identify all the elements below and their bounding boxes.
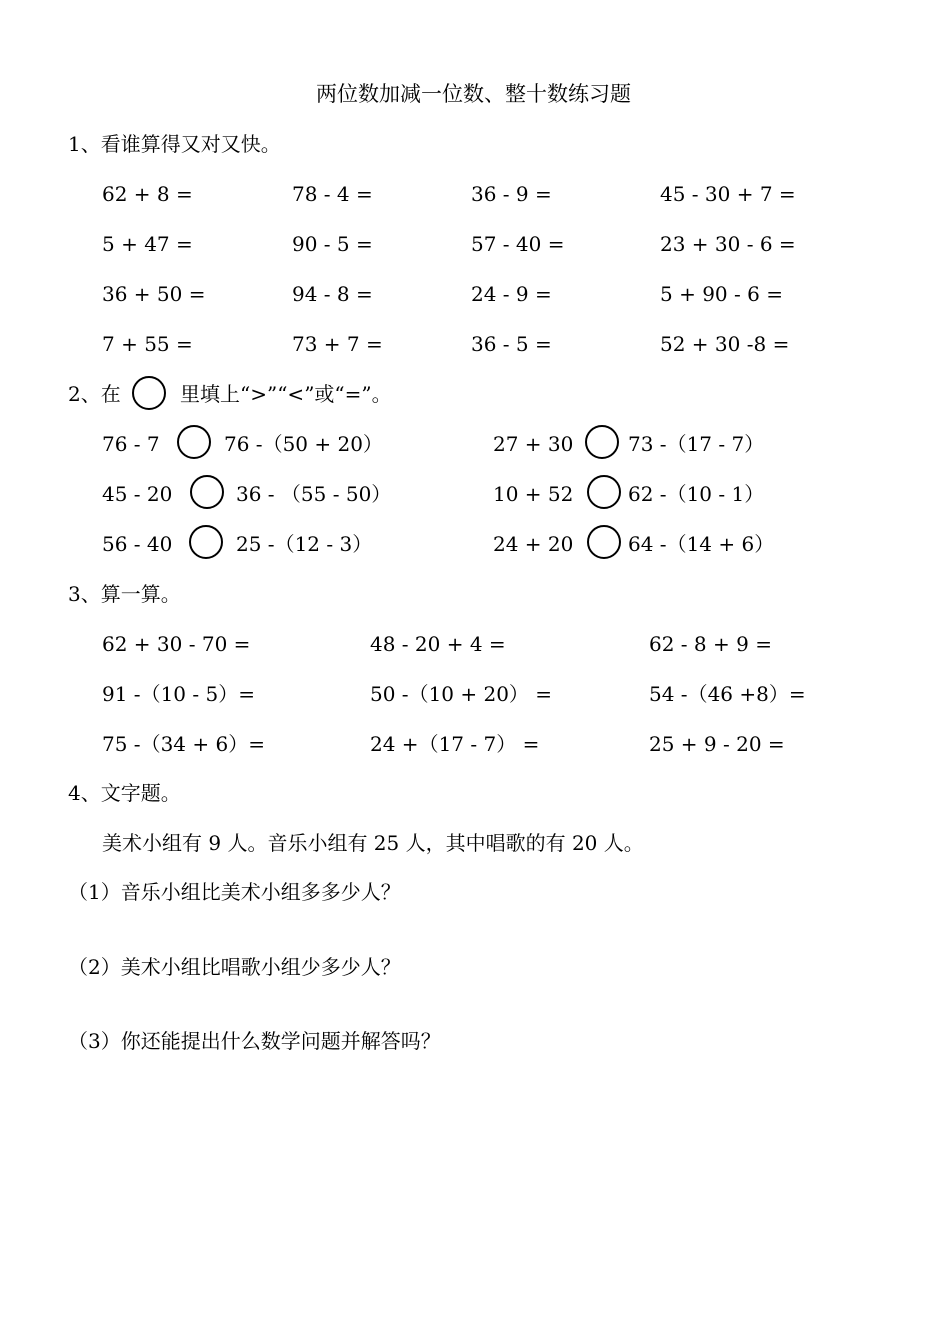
compare-3-left-circle[interactable]	[189, 525, 223, 559]
section-2-heading-suffix: 里填上“>”“<”或“=”。	[180, 382, 392, 406]
calc-3-3: 25 + 9 - 20 =	[649, 732, 785, 756]
section-2-heading-prefix: 2、在	[68, 382, 121, 406]
compare-3-left-b: 25 -（12 - 3）	[236, 532, 373, 556]
section-1-heading: 1、看谁算得又对又快。	[68, 132, 281, 156]
problem-1-2-1: 5 + 47 =	[102, 232, 193, 256]
compare-1-right-b: 73 -（17 - 7）	[628, 432, 765, 456]
word-question-1: （1）音乐小组比美术小组多多少人？	[68, 880, 401, 904]
word-problem-statement: 美术小组有 9 人。音乐小组有 25 人，其中唱歌的有 20 人。	[102, 831, 644, 855]
calc-3-2: 24 +（17 - 7） =	[370, 732, 540, 756]
compare-2-right-b: 62 -（10 - 1）	[628, 482, 765, 506]
problem-1-3-3: 24 - 9 =	[471, 282, 552, 306]
problem-1-4-3: 36 - 5 =	[471, 332, 552, 356]
problem-1-1-3: 36 - 9 =	[471, 182, 552, 206]
calc-1-1: 62 + 30 - 70 =	[102, 632, 251, 656]
calc-3-1: 75 -（34 + 6）=	[102, 732, 265, 756]
calc-2-2: 50 -（10 + 20） =	[370, 682, 553, 706]
page-title: 两位数加减一位数、整十数练习题	[316, 82, 631, 106]
problem-1-2-2: 90 - 5 =	[292, 232, 373, 256]
compare-2-right-a: 10 + 52	[493, 482, 574, 506]
compare-1-right-a: 27 + 30	[493, 432, 574, 456]
problem-1-4-4: 52 + 30 -8 =	[660, 332, 790, 356]
problem-1-1-4: 45 - 30 + 7 =	[660, 182, 796, 206]
calc-2-1: 91 -（10 - 5）=	[102, 682, 255, 706]
section-3-heading: 3、算一算。	[68, 582, 181, 606]
problem-1-2-3: 57 - 40 =	[471, 232, 565, 256]
problem-1-1-1: 62 + 8 =	[102, 182, 193, 206]
problem-1-3-2: 94 - 8 =	[292, 282, 373, 306]
compare-1-left-b: 76 -（50 + 20）	[224, 432, 383, 456]
section-4-heading: 4、文字题。	[68, 781, 181, 805]
compare-3-right-b: 64 -（14 + 6）	[628, 532, 775, 556]
word-question-3: （3）你还能提出什么数学问题并解答吗？	[68, 1029, 441, 1053]
calc-1-3: 62 - 8 + 9 =	[649, 632, 772, 656]
compare-2-left-b: 36 - （55 - 50）	[236, 482, 392, 506]
problem-1-4-2: 73 + 7 =	[292, 332, 383, 356]
compare-2-right-circle[interactable]	[587, 475, 621, 509]
compare-3-right-a: 24 + 20	[493, 532, 574, 556]
compare-3-left-a: 56 - 40	[102, 532, 173, 556]
calc-2-3: 54 -（46 +8）=	[649, 682, 806, 706]
answer-circle-example	[132, 376, 166, 410]
word-question-2: （2）美术小组比唱歌小组少多少人？	[68, 955, 401, 979]
compare-1-right-circle[interactable]	[585, 425, 619, 459]
compare-1-left-a: 76 - 7	[102, 432, 160, 456]
problem-1-3-4: 5 + 90 - 6 =	[660, 282, 783, 306]
problem-1-1-2: 78 - 4 =	[292, 182, 373, 206]
compare-2-left-a: 45 - 20	[102, 482, 173, 506]
problem-1-2-4: 23 + 30 - 6 =	[660, 232, 796, 256]
compare-2-left-circle[interactable]	[190, 475, 224, 509]
problem-1-4-1: 7 + 55 =	[102, 332, 193, 356]
problem-1-3-1: 36 + 50 =	[102, 282, 206, 306]
compare-1-left-circle[interactable]	[177, 425, 211, 459]
compare-3-right-circle[interactable]	[587, 525, 621, 559]
calc-1-2: 48 - 20 + 4 =	[370, 632, 506, 656]
